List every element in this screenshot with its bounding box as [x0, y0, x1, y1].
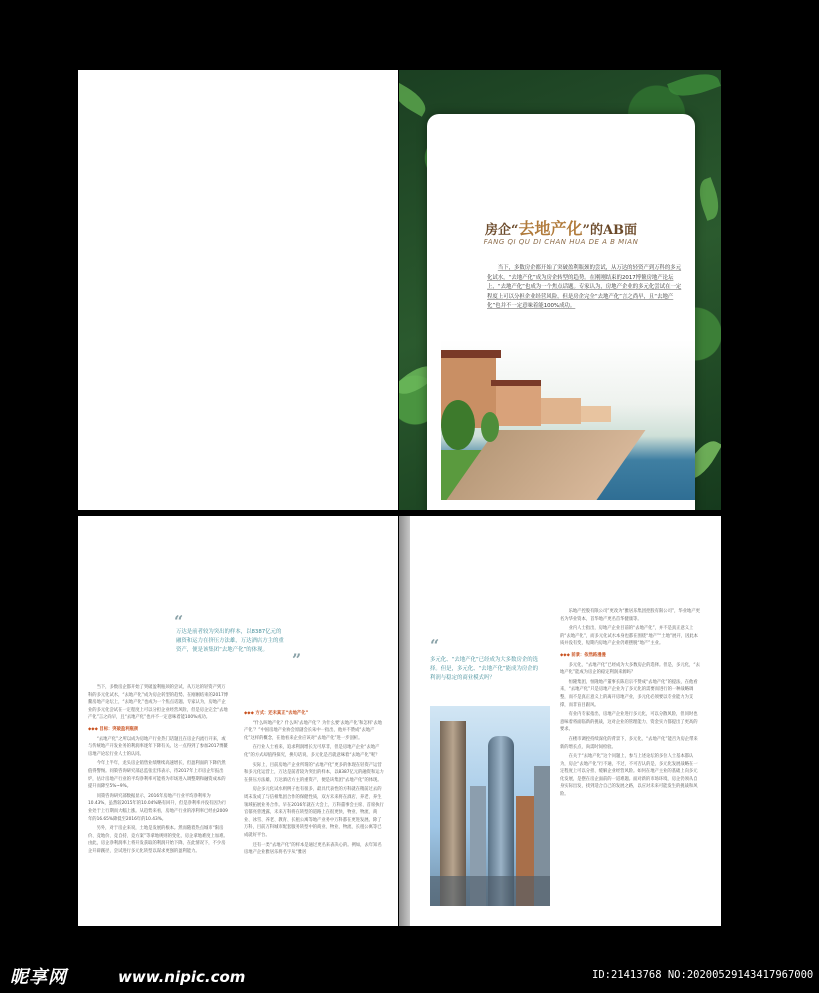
paragraph: 有业内专家指出，房地产企业进行多元化，可以分散风险，但同时也意味着将面临新的挑战，这对企业的管理能力、资金实力都提出了更高的要求。	[560, 712, 698, 733]
leaf-decoration	[399, 81, 431, 117]
paragraph: 还有一类“去地产化”的样本是通过更名来表决心的。例如，去年知名房地产企业雅居乐将名字从“雅居	[244, 842, 382, 856]
leaf-decoration	[694, 177, 721, 221]
skyscraper-photo	[430, 706, 550, 906]
title-prefix: 房企“	[484, 223, 519, 238]
paragraph: 乐地产控股有限公司”更改为“雅居乐集团控股有限公司”，华业地产更名为华业资本，首华地产更名首华健康等。	[560, 609, 700, 622]
section-heading: ◆◆◆ 前景：依然路漫漫	[560, 652, 606, 658]
paragraph: 另外，对于房企来说，土地是发展的根本。然而随着热点城市“限房价、竞地价、竞自持、竞方案”等拿地规则的变化，房企拿地难度上加难。由此，房企净利润率上将开发获取的利润开始下降，在此情况下，不少房企开辟蹊径，尝试进行多元化转型以谋求更强的盈利能力。	[88, 826, 228, 854]
paragraph: 当下，多数房企都开始了突破盈利瓶颈的尝试，从万达的轻资产到万科的多元化试水，“去地产化”成为房企转型的趋势。在刚刚结束的2017博鳌房地产论坛上，“去地产化”也成为一个焦点话题。专家认为，房地产企业的多元化尝试在一定程度上可以分担企业经营风险，但是房企完全“去地产化”言之尚早，且“去地产化”也并不一定意味着能100%成功。	[88, 685, 228, 721]
text-column	[560, 608, 700, 801]
text-column-1	[88, 684, 228, 857]
article-subtitle: FANG QI QU DI CHAN HUA DE A B MIAN	[483, 238, 639, 246]
paragraph: 在行业人士看来，追求利润增长无可厚非，但是房地产企业“去地产化”的方式却值得探究，换句话说，多元化是否就意味着“去地产化”呢？	[244, 745, 380, 758]
article-title	[427, 216, 695, 239]
section-heading: ◆◆◆ 方式：还未真正“去地产化”	[244, 711, 309, 716]
article-page-right	[410, 516, 721, 926]
title-suffix: ”的AB面	[582, 223, 638, 238]
article-page-left	[78, 516, 398, 926]
paragraph: “什么叫地产化？什么叫‘去地产化’？为什么要‘去地产化’和怎样‘去地产化’？”中国房地产业协会原副会长朱中一指出，他并不赞成“去地产化”这样的概念，在他看来企业应该对“去地产化”进一步剖析。	[244, 720, 382, 741]
cover-page	[399, 70, 721, 510]
paragraph: 今年上半年，龙头房企销售业绩继续高速增长，但盈利面的下降仍然值得警惕。同策咨询研究部总监张宏伟表示，待2017年上市房企年报出炉，估计房地产行业的平均净利率可能将为市场进入调整期和融资成本的提升而降至5%~9%。	[88, 761, 226, 790]
article-intro: 当下，多数房企都开始了突破盈利瓶颈的尝试，从万达的轻资产到万科的多元化试水，“去地产化”成为房企转型的趋势。在刚刚结束的2017博鳌房地产论坛上，“去地产化”也成为一个焦点话题。专家认为，房地产企业的多元化尝试在一定程度上可以分担企业经营风险，但是房企完全“去地产化”言之尚早，且“去地产化”也并不一定意味着能100%成功。	[487, 265, 682, 310]
paragraph: 业内人士指出，房地产企业目前的“去地产化”，并不是真正意义上的“去地产化”，而多元化试水本身也都在围绕“地产”“土地”展开，因此本质并没有变，短期内房地产企业仍难摆脱“地产”主业。	[560, 626, 698, 647]
watermark-id: ID:21413768 NO:20200529143417967000	[592, 969, 814, 981]
section-heading: ◆◆◆ 目标：突破盈利瓶颈	[88, 726, 139, 732]
paragraph: 同策咨询研究部数据显示，2016年房地产行业平均净利率为10.43%，虽然较2015年的10.04%略有回升，但是净利率并没有因为行业处于上行期而大幅上涨。从趋势来看，房地产行业的净利率已经由2009年的16.65%降低至2016年的10.43%。	[88, 793, 228, 822]
paragraph: 实际上，目前房地产企业所谓的“去地产化”更多的体现在轻资产运营和多元化运营上，万达是前者较为突出的样本，以8387亿元的融资和运力在挤压方法雄，万达酒店方主的重资产，便是该集团“去地产化”的体现。	[244, 762, 384, 783]
paragraph: 房企多元化试水则例子也有很多，最具代表性的方科就在稍前过去的周末发成了与信相集团合作的保健性质，双方未来将在酒店、养老、养生领域拓展业务合作。早在2016年就在大会上，万科董事会主席、首席执行官郁亮曾透露，未来万科将在转型的道路上在很更快，物业、物流、商业、冰雪、养老、教育、长租公寓等地产业务中万科都在更进发展。除了万科，目前万科城市配套服务转型中的商业、物业、物流、长租公寓等已成就好平台。	[244, 787, 384, 838]
watermark-logo: 昵享网	[10, 967, 67, 988]
article-card	[427, 114, 695, 510]
villa-photo	[441, 340, 695, 500]
watermark-url: www.nipic.com	[118, 968, 246, 986]
open-quote-icon: “	[174, 612, 184, 631]
leaf-decoration	[667, 70, 721, 103]
close-quote-icon: ”	[292, 650, 302, 669]
title-main: 去地产化	[518, 219, 583, 238]
paragraph: 在关于“去地产化”这个问题上，参与上述论坛的多位人士基本都认为，房企“去地产化”行不通，不过，不可否认的是，多元化发展战略在一定程度上可以分担、缓解企业经营风险。如何在地产主业的基础上向多元化发展，是摆在房企面前的一道难题。面对新的市场环境，房企仍须从自身实际出发，找到适合自己的发展之路，以应对未来可能发生的挑战和风险。	[560, 754, 698, 798]
text-column-2	[244, 706, 384, 859]
open-quote-icon: “	[430, 636, 440, 655]
paragraph: “去地产化”之所以成为房地产行业热门话题且在房企内流行开来，或与传统地产开发业务的利润率逐年下降有关。这一点得到了参加2017博鳌房地产论坛行业人士的认同。	[88, 736, 228, 757]
paragraph: 多元化，“去地产化”已经成为大多数房企的选择。但是，多元化，“去地产化”能成为房企的稳定利润来源吗？	[560, 662, 700, 676]
pull-quote: 多元化、“去地产化”已经成为大多数房企的选择。但是，多元化、“去地产化”能成为房企的利润与稳定的商业模式吗？	[430, 657, 539, 681]
pull-quote: 万达是前者较为突出的样本，以8387亿元的融资和运力在挤压方法雄，万达酒店方主的重资产，便是该集团“去地产化”的体现。	[176, 629, 284, 653]
paragraph: 恒隆集团、恒隆地产董事长陈启宗不赞成“去地产化”的提法，在他看来，“去地产化”只是房地产企业为了多元化的需要而进行的一种战略调整，而不是真正意义上的离开房地产业，多元化必须要以专业能力为支撑，而非盲目跟风。	[560, 679, 698, 708]
paragraph: 在楼市调控持续深化的背景下，多元化、“去地产化”能否为房企带来新的增长点，尚需时间检验。	[560, 736, 698, 750]
blank-page	[78, 70, 398, 510]
